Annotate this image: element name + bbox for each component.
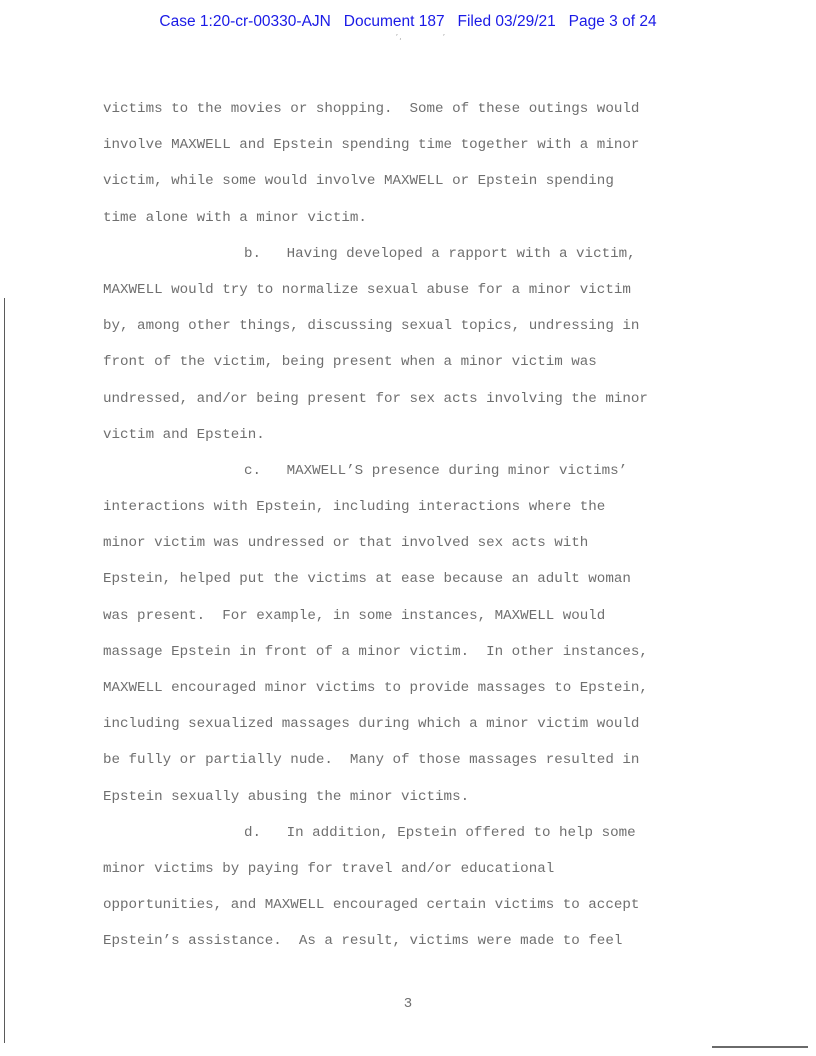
body-line: MAXWELL encouraged minor victims to provide massages to Epstein, <box>103 680 648 696</box>
body-line: massage Epstein in front of a minor victim. In other instances, <box>103 643 648 660</box>
body-line: Epstein, helped put the victims at ease because an adult woman <box>103 571 631 588</box>
paragraph-c-start: c. MAXWELL’S presence during minor victims’ <box>244 462 628 479</box>
paragraph-d-start: d. In addition, Epstein offered to help some <box>244 824 636 841</box>
body-line: including sexualized massages during which a minor victim would <box>103 716 640 733</box>
document-body <box>103 91 743 960</box>
body-line: was present. For example, in some instances, MAXWELL would <box>103 607 606 624</box>
body-line: involve MAXWELL and Epstein spending time together with a minor <box>103 137 640 154</box>
body-line: be fully or partially nude. Many of those massages resulted in <box>103 752 640 769</box>
scan-bottom-mark <box>712 1046 808 1048</box>
body-line: time alone with a minor victim. <box>103 209 367 226</box>
case-header: Case 1:20-cr-00330-AJN Document 187 Filed 03/29/21 Page 3 of 24 <box>159 13 657 30</box>
scan-speck-marks: ’, ’ <box>395 34 446 41</box>
body-line: victims to the movies or shopping. Some of these outings would <box>103 101 640 117</box>
body-line: interactions with Epstein, including interactions where the <box>103 499 606 516</box>
body-line: front of the victim, being present when a minor victim was <box>103 354 597 371</box>
body-line: minor victim was undressed or that involved sex acts with <box>103 535 589 552</box>
page-number: 3 <box>403 996 413 1012</box>
body-line: MAXWELL would try to normalize sexual abuse for a minor victim <box>103 281 631 298</box>
body-line: undressed, and/or being present for sex acts involving the minor <box>103 390 648 407</box>
body-line: minor victims by paying for travel and/or educational <box>103 860 555 877</box>
body-line: opportunities, and MAXWELL encouraged certain victims to accept <box>103 897 640 914</box>
body-line: Epstein’s assistance. As a result, victims were made to feel <box>103 933 623 950</box>
paragraph-b-start: b. Having developed a rapport with a victim, <box>244 245 636 262</box>
scan-edge-line <box>4 298 5 1043</box>
body-line: victim, while some would involve MAXWELL or Epstein spending <box>103 173 614 190</box>
body-line: by, among other things, discussing sexual topics, undressing in <box>103 318 640 335</box>
body-line: Epstein sexually abusing the minor victims. <box>103 788 470 805</box>
body-line: victim and Epstein. <box>103 426 265 443</box>
